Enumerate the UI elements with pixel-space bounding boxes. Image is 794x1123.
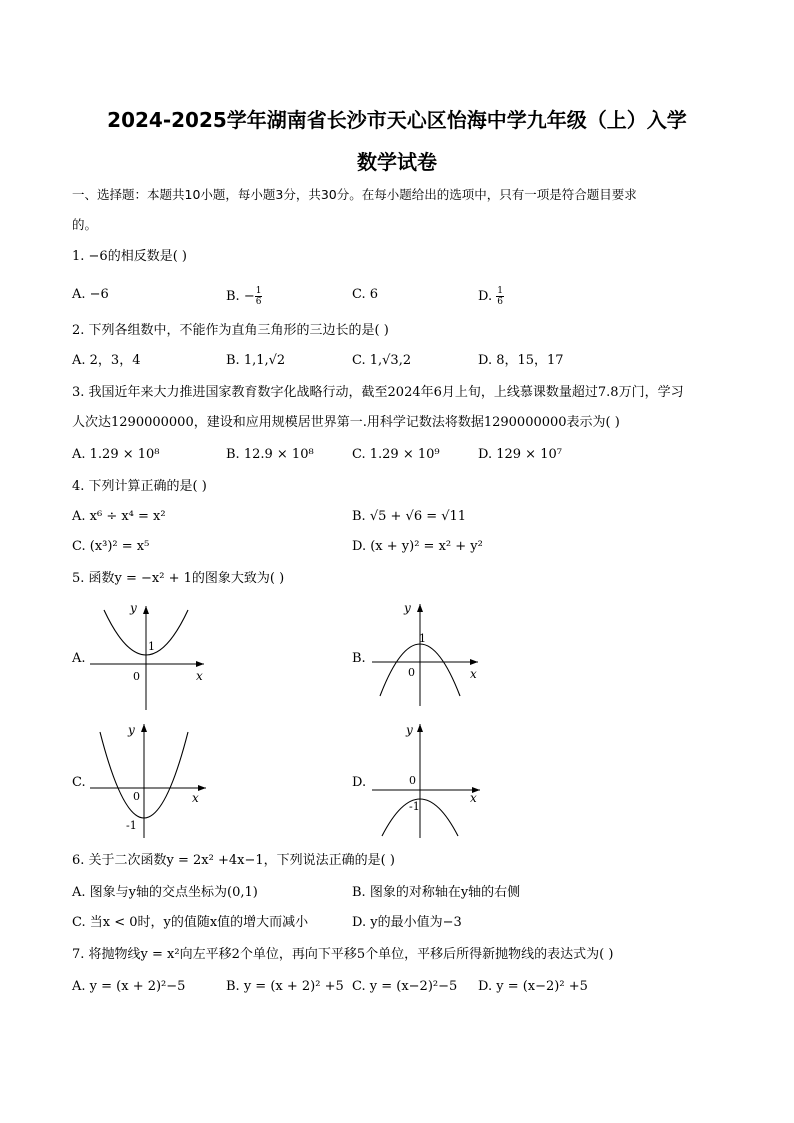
q5-graph-c (86, 718, 212, 840)
q5-graph-a (86, 600, 210, 712)
y-axis-label: y (130, 601, 137, 615)
q7-stem: 7. 将抛物线y = x²向左平移2个单位，再向下平移5个单位，平移后所得新抛物线的表达式为( ) (72, 947, 614, 962)
y-axis-label: y (128, 723, 135, 737)
exam-title: 2024-2025学年湖南省长沙市天心区怡海中学九年级（上）入学 (107, 108, 687, 132)
y-axis-label: y (404, 601, 411, 615)
q1-option-b-fraction (255, 286, 263, 307)
origin-label: 0 (133, 670, 140, 683)
q5-graph-d (368, 718, 486, 840)
q5-graph-b (368, 598, 484, 708)
q2-stem: 2. 下列各组数中，不能作为直角三角形的三边长的是( ) (72, 323, 389, 338)
q6-option-d: D. y的最小值为−3 (352, 915, 462, 930)
q3-option-d: D. 129 × 10⁷ (478, 447, 562, 462)
x-axis-arrow (198, 785, 206, 791)
intercept-label: 1 (419, 632, 426, 645)
q4-option-c: C. (x³)² = x⁵ (72, 539, 150, 554)
q5-label-b: B. (352, 651, 366, 666)
q3-option-c: C. 1.29 × 10⁹ (352, 447, 440, 462)
q1-option-d (478, 286, 504, 307)
q1-d-numerator: 1 (497, 286, 503, 296)
q3-option-a: A. 1.29 × 10⁸ (72, 447, 160, 462)
q5-stem: 5. 函数y = −x² + 1的图象大致为( ) (72, 571, 285, 586)
q6-option-c: C. 当x < 0时，y的值随x值的增大而减小 (72, 915, 309, 930)
q1-option-d-fraction (496, 286, 504, 307)
q7-option-b: B. y = (x + 2)² +5 (226, 979, 344, 994)
q6-option-b: B. 图象的对称轴在y轴的右侧 (352, 885, 521, 900)
q4-option-b: B. √5 + √6 = √11 (352, 509, 467, 524)
q6-stem: 6. 关于二次函数y = 2x² +4x−1，下列说法正确的是( ) (72, 853, 395, 868)
section-intro-line1: 一、选择题：本题共10小题，每小题3分，共30分。在每小题给出的选项中，只有一项是符合题目要求 (72, 187, 637, 202)
q3-stem-line1: 3. 我国近年来大力推进国家教育数字化战略行动，截至2024年6月上旬，上线慕课数量超过7.8万门，学习 (72, 385, 684, 400)
y-axis-label: y (406, 723, 413, 737)
q5-label-c: C. (72, 775, 86, 790)
y-axis-arrow (417, 724, 423, 732)
q5-label-d: D. (352, 775, 367, 790)
x-axis-arrow (470, 659, 478, 665)
intercept-label: -1 (126, 819, 137, 832)
q1-option-a: A. −6 (72, 287, 109, 302)
q6-option-a: A. 图象与y轴的交点坐标为(0,1) (72, 885, 258, 900)
x-axis-label: x (470, 667, 477, 681)
q4-option-a: A. x⁶ ÷ x⁴ = x² (72, 509, 166, 524)
q2-option-b: B. 1,1,√2 (226, 353, 286, 368)
q1-stem: 1. −6的相反数是( ) (72, 249, 187, 264)
q1-b-numerator: 1 (255, 286, 262, 296)
intercept-label: -1 (409, 800, 420, 813)
x-axis-label: x (192, 791, 199, 805)
q2-option-d: D. 8，15，17 (478, 353, 564, 368)
intercept-label: 1 (148, 640, 155, 653)
x-axis-label: x (196, 669, 203, 683)
q7-option-d: D. y = (x−2)² +5 (478, 979, 588, 994)
q7-option-c: C. y = (x−2)²−5 (352, 979, 458, 994)
exam-subtitle: 数学试卷 (357, 150, 437, 174)
q1-option-c: C. 6 (352, 287, 379, 302)
q1-option-b-prefix: B. − (226, 289, 255, 304)
x-axis-arrow (196, 661, 204, 667)
q1-option-b (226, 286, 262, 307)
origin-label: 0 (133, 790, 140, 803)
q1-option-d-prefix: D. (478, 289, 497, 304)
q2-option-a: A. 2，3，4 (72, 353, 141, 368)
y-axis-arrow (417, 604, 423, 612)
q5-label-a: A. (72, 651, 86, 666)
section-intro-line2: 的。 (72, 217, 98, 232)
q4-option-d: D. (x + y)² = x² + y² (352, 539, 483, 554)
q2-option-c: C. 1,√3,2 (352, 353, 412, 368)
y-axis-arrow (141, 724, 147, 732)
q4-stem: 4. 下列计算正确的是( ) (72, 479, 207, 494)
q7-option-a: A. y = (x + 2)²−5 (72, 979, 186, 994)
q3-option-b: B. 12.9 × 10⁸ (226, 447, 314, 462)
q1-b-denominator: 6 (255, 297, 262, 307)
y-axis-arrow (143, 606, 149, 614)
x-axis-label: x (470, 791, 477, 805)
origin-label: 0 (409, 774, 416, 787)
q3-stem-line2: 人次达1290000000，建设和应用规模居世界第一.用科学记数法将数据1290000000表示为( ) (72, 415, 620, 430)
origin-label: 0 (408, 666, 415, 679)
q1-d-denominator: 6 (497, 297, 503, 307)
